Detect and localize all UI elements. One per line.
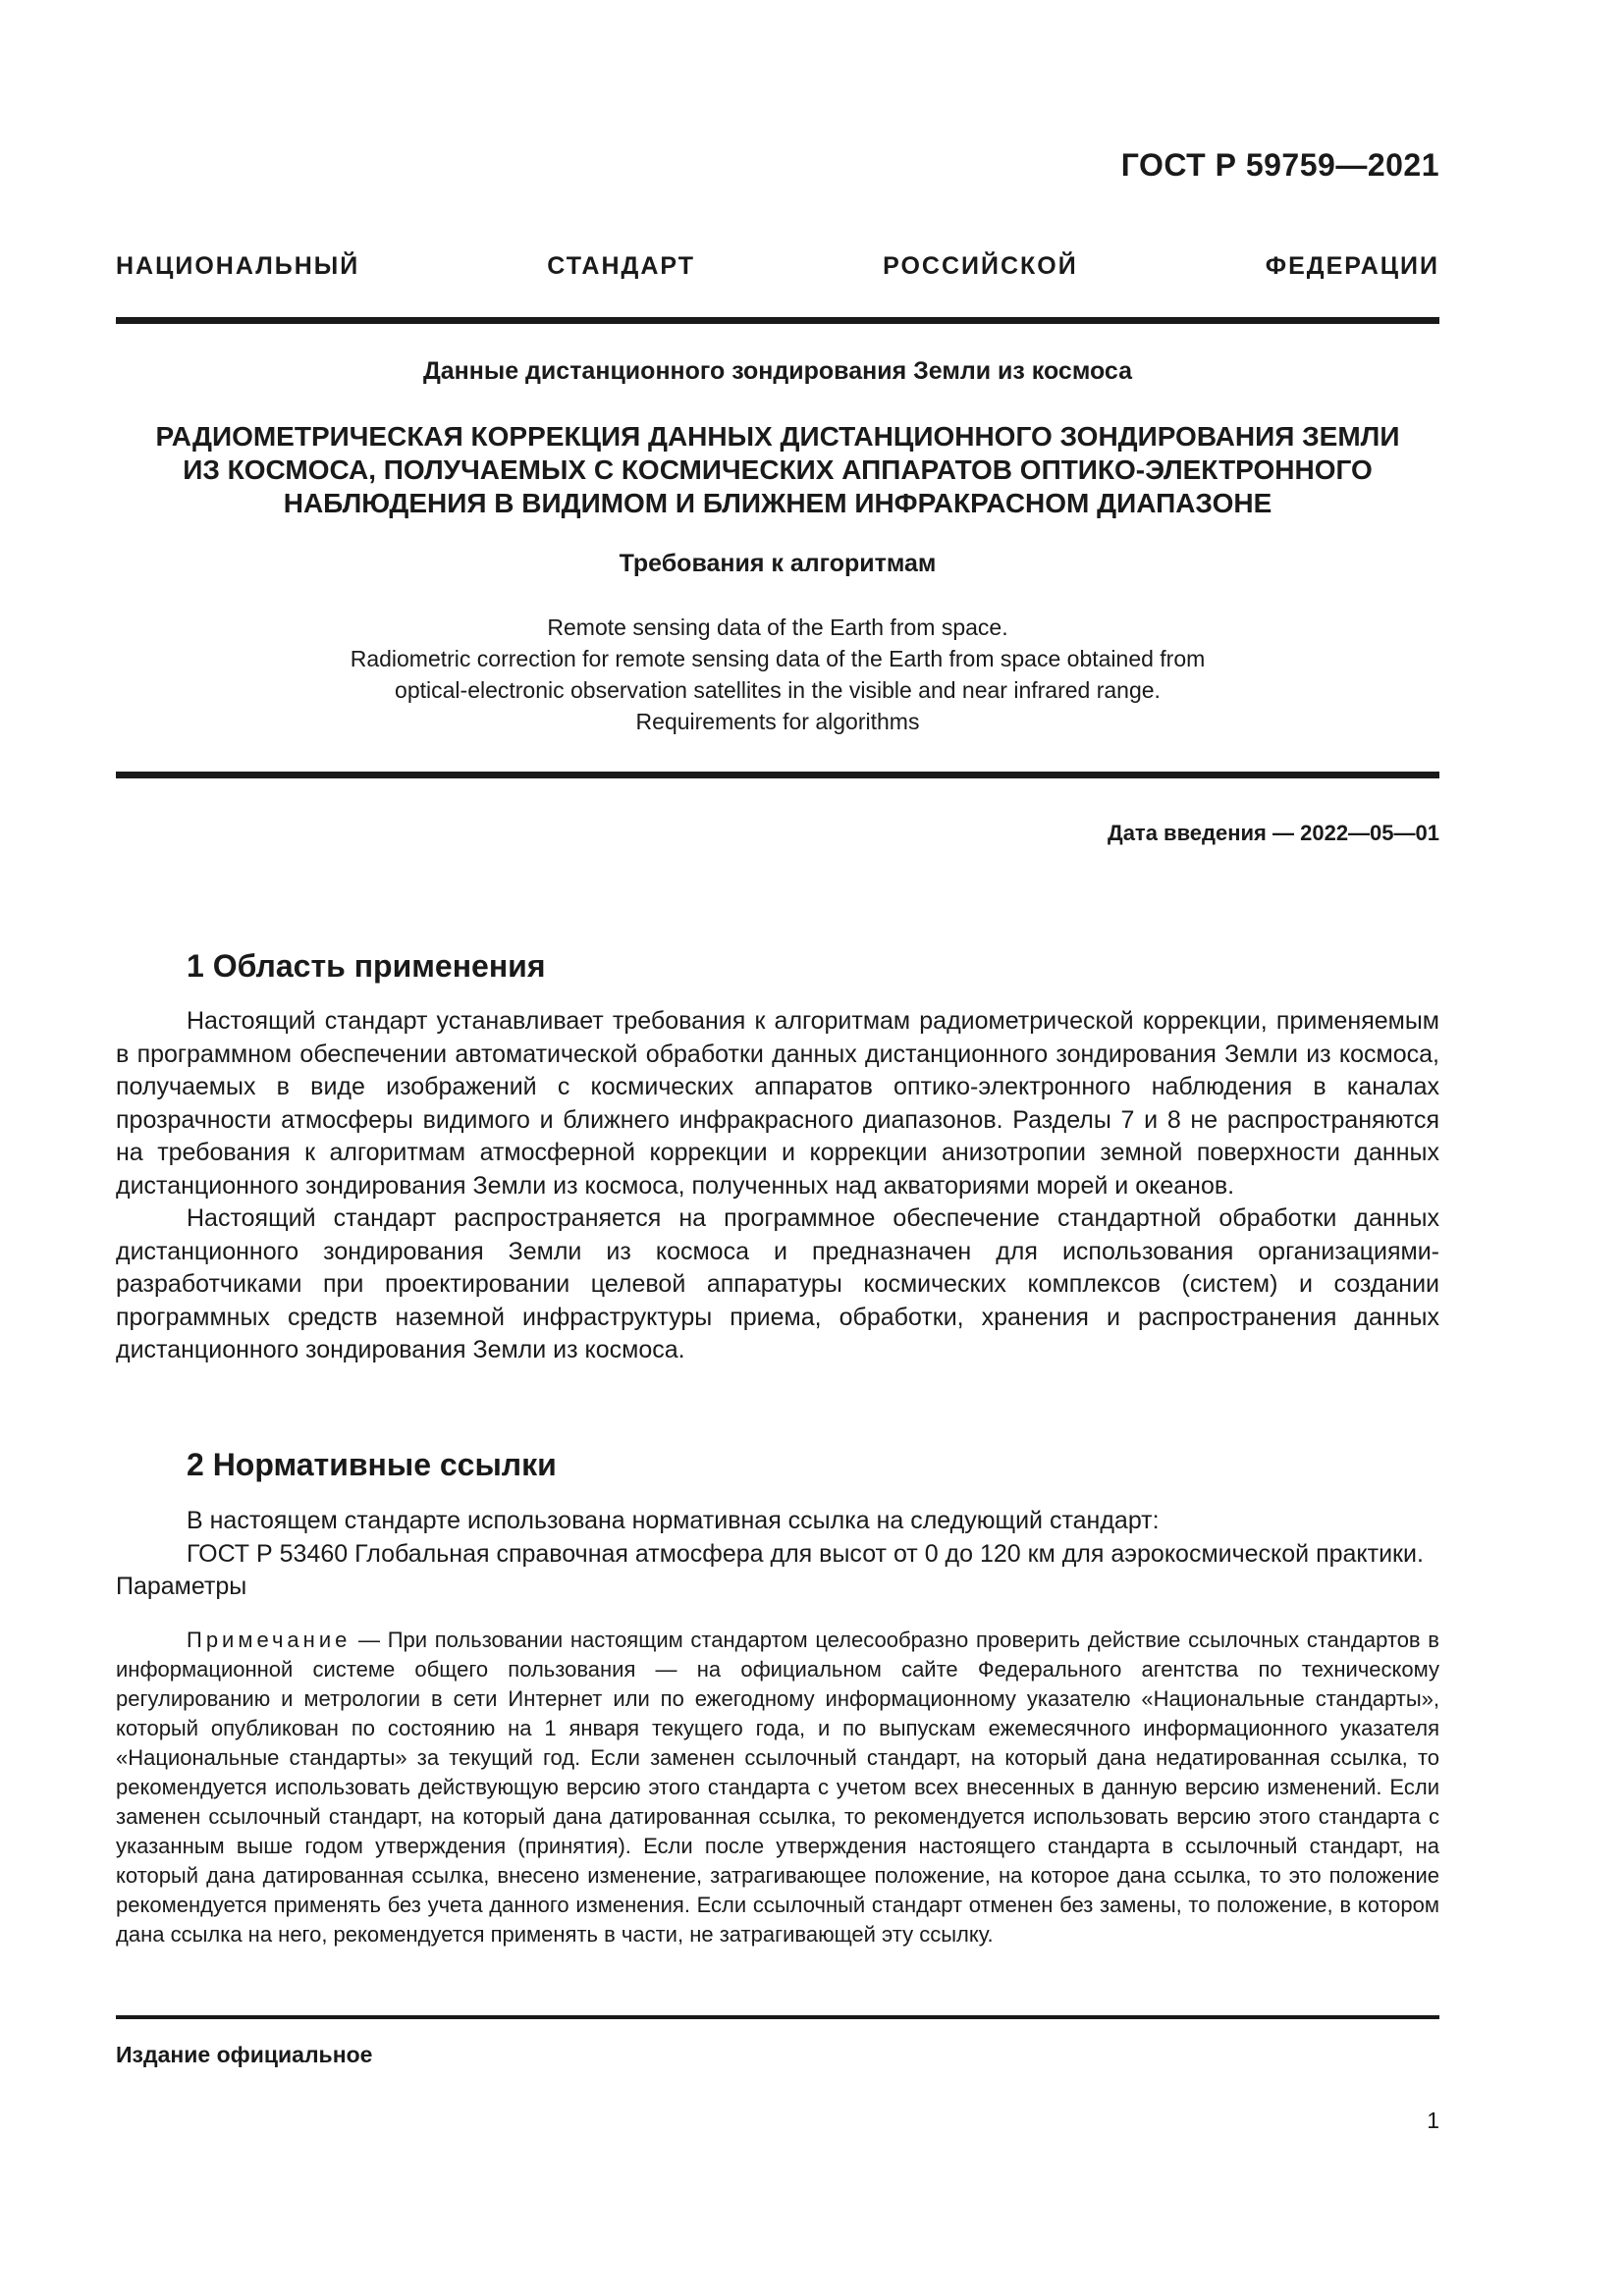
english-title-line: optical-electronic observation satellites in the visible and near infrared range.: [395, 677, 1161, 703]
note-text: При пользовании настоящим стандартом целесообразно проверить действие ссылочных стандартов в информационной системе общего пользования — на официальном сайте Федерального агентства по техническому регулированию и метрологии в сети Интернет или по ежегодному информационному указателю «Национальные стандарты», который опубликован по состоянию на 1 января текущего года, и по выпускам ежемесячного информационного указателя «Национальные стандарты» за текущий год. Если заменен ссылочный стандарт, на который дана недатированная ссылка, то рекомендуется использовать действующую версию этого стандарта с учетом всех внесенных в данную версию изменений. Если заменен ссылочный стандарт, на который дана датированная ссылка, то рекомендуется использовать версию этого стандарта с указанным выше годом утверждения (принятия). Если после утверждения настоящего стандарта в ссылочный стандарт, на который дана датированная ссылка, внесено изменение, затрагивающее положение, на которое дана ссылка, то это положение рекомендуется применять без учета данного изменения. Если ссылочный стандарт отменен без замены, то положение, в котором дана ссылка на него, рекомендуется применять в части, не затрагивающей эту ссылку.: [116, 1628, 1439, 1947]
english-title-line: Remote sensing data of the Earth from space.: [547, 614, 1008, 640]
requirements-heading-ru: Требования к алгоритмам: [619, 550, 937, 577]
section-1-heading: 1 Область применения: [187, 948, 546, 984]
paragraph: Настоящий стандарт распространяется на программное обеспечение стандартной обработки данных дистанционного зондирования Земли из космоса и предназначен для использования организациями-разработчиками при проектировании целевой аппаратуры космических комплексов (систем) и создании программных средств наземной инфраструктуры приема, обработки, хранения и распространения данных дистанционного зондирования Земли из космоса.: [116, 1204, 1439, 1363]
top-divider: [116, 317, 1439, 324]
paragraph: Настоящий стандарт устанавливает требования к алгоритмам радиометрической коррекции, применяемым в программном обеспечении автоматической обработки данных дистанционного зондирования Земли из космоса, получаемых в виде изображений с космических аппаратов оптико-электронного наблюдения в каналах прозрачности атмосферы видимого и ближнего инфракрасного диапазонов. Разделы 7 и 8 не распространяются на требования к алгоритмам атмосферной коррекции и коррекции анизотропии земной поверхности данных дистанционного зондирования Земли из космоса, полученных над акваториями морей и океанов.: [116, 1007, 1439, 1200]
english-title-line: Requirements for algorithms: [635, 709, 920, 734]
note-dash: —: [351, 1628, 388, 1652]
section-1-body: [116, 1005, 1439, 1367]
introduction-date: Дата введения — 2022—05—01: [1108, 821, 1439, 845]
english-title: [116, 612, 1439, 737]
paragraph: В настоящем стандарте использована нормативная ссылка на следующий стандарт:: [187, 1507, 1160, 1534]
page-number: 1: [1427, 2108, 1439, 2133]
official-edition-label: Издание официальное: [116, 2042, 373, 2067]
main-title-line: РАДИОМЕТРИЧЕСКАЯ КОРРЕКЦИЯ ДАННЫХ ДИСТАНЦИОННОГО ЗОНДИРОВАНИЯ ЗЕМЛИ: [155, 421, 1400, 452]
normative-reference: ГОСТ Р 53460 Глобальная справочная атмосфера для высот от 0 до 120 км для аэрокосмической практики. Параметры: [116, 1539, 1424, 1600]
section-2-body: [116, 1505, 1439, 1604]
national-standard-banner: НАЦИОНАЛЬНЫЙ СТАНДАРТ РОССИЙСКОЙ ФЕДЕРАЦИИ: [116, 252, 1439, 280]
gost-number: ГОСТ Р 59759—2021: [1120, 147, 1439, 183]
main-title-line: НАБЛЮДЕНИЯ В ВИДИМОМ И БЛИЖНЕМ ИНФРАКРАСНОМ ДИАПАЗОНЕ: [283, 488, 1272, 518]
english-title-line: Radiometric correction for remote sensing data of the Earth from space obtained from: [350, 646, 1206, 671]
bottom-divider: [116, 2015, 1439, 2019]
note: [116, 1626, 1439, 1949]
section-2-heading: 2 Нормативные ссылки: [187, 1447, 557, 1482]
middle-divider: [116, 772, 1439, 778]
main-title-line: ИЗ КОСМОСА, ПОЛУЧАЕМЫХ С КОСМИЧЕСКИХ АППАРАТОВ ОПТИКО-ЭЛЕКТРОННОГО: [183, 454, 1373, 485]
subtitle-ru: Данные дистанционного зондирования Земли из космоса: [422, 357, 1133, 385]
note-label: Примечание: [187, 1628, 352, 1652]
main-title: [116, 420, 1439, 520]
